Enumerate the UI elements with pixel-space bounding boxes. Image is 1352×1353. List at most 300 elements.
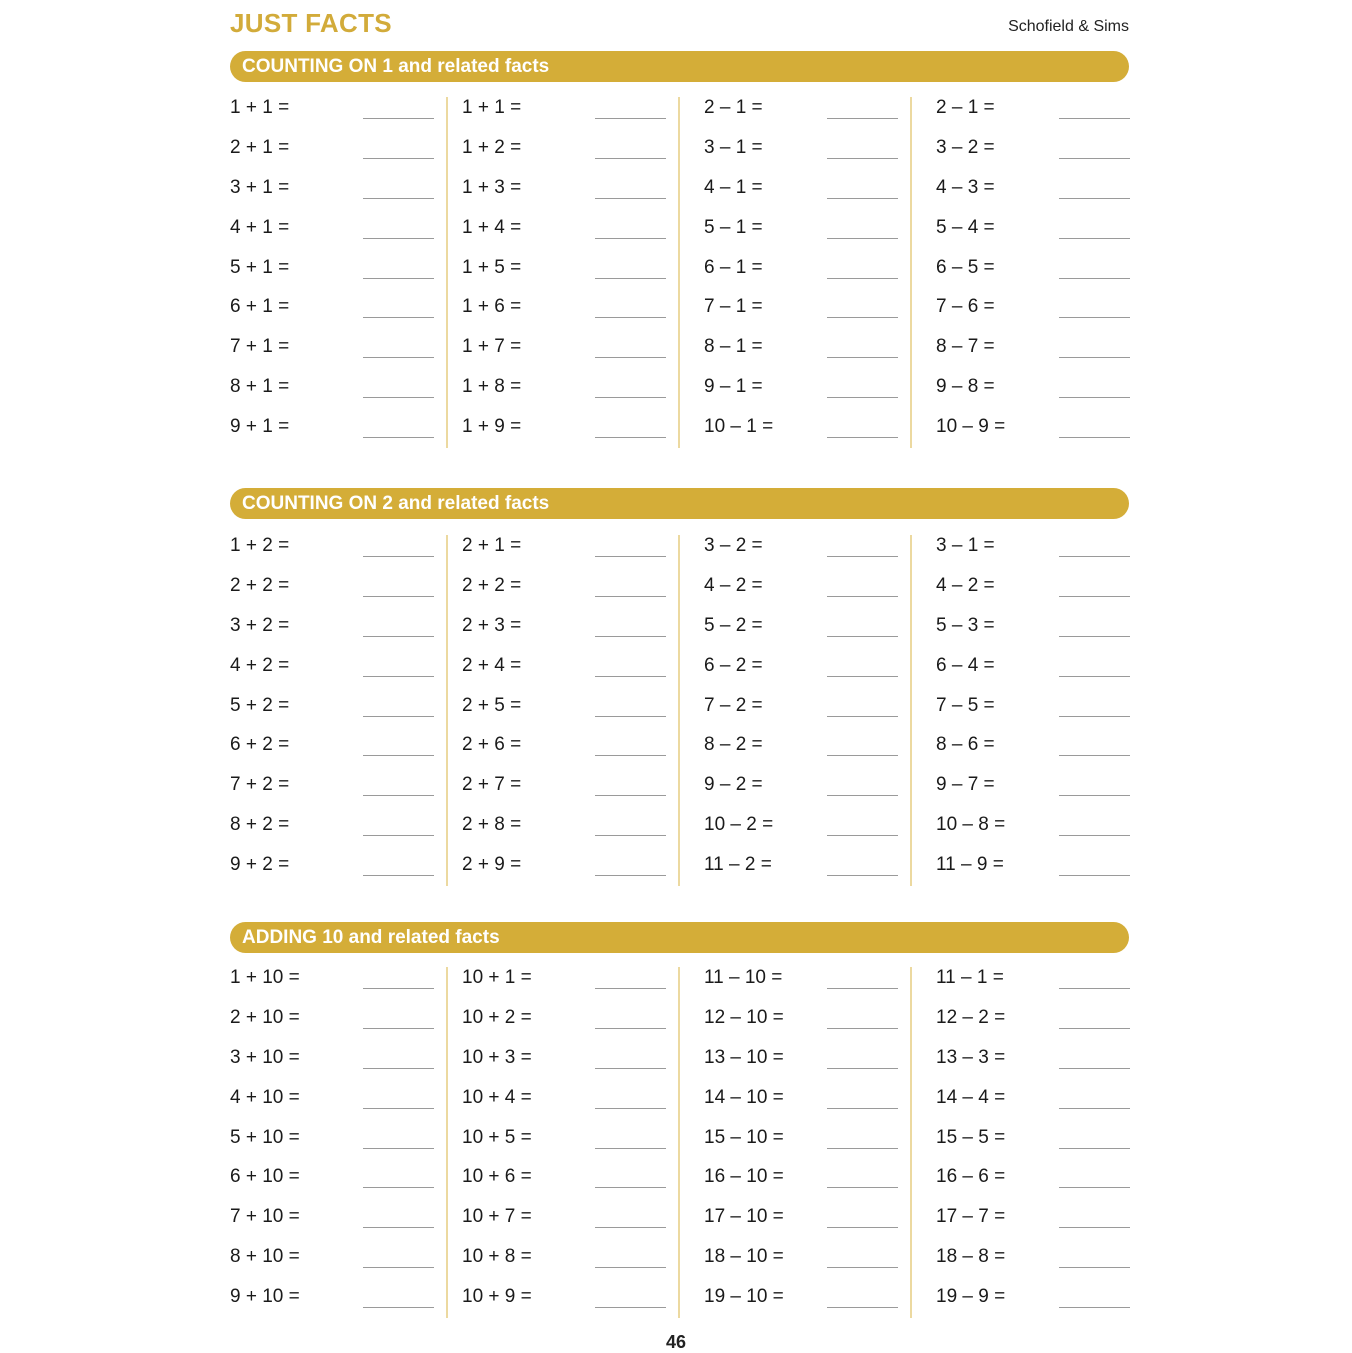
fact-row	[694, 336, 898, 376]
answer-blank[interactable]	[827, 278, 898, 279]
answer-blank[interactable]	[363, 835, 434, 836]
answer-blank[interactable]	[595, 596, 666, 597]
fact-equation: 5 – 4 =	[936, 216, 995, 238]
fact-equation: 5 + 2 =	[230, 694, 290, 716]
answer-blank[interactable]	[1059, 556, 1130, 557]
answer-blank[interactable]	[363, 716, 434, 717]
answer-blank[interactable]	[595, 437, 666, 438]
answer-blank[interactable]	[1059, 596, 1130, 597]
fact-row	[462, 1087, 666, 1127]
fact-equation: 16 – 6 =	[936, 1166, 1006, 1188]
fact-equation: 10 – 9 =	[936, 416, 1006, 438]
answer-blank[interactable]	[1059, 278, 1130, 279]
fact-equation: 2 + 2 =	[462, 574, 522, 596]
answer-blank[interactable]	[827, 596, 898, 597]
section-counting-on-2	[230, 488, 1129, 895]
fact-equation: 8 + 2 =	[230, 814, 290, 836]
answer-blank[interactable]	[595, 676, 666, 677]
answer-blank[interactable]	[1059, 716, 1130, 717]
answer-blank[interactable]	[1059, 1187, 1130, 1188]
answer-blank[interactable]	[1059, 198, 1130, 199]
facts-column	[230, 967, 434, 1326]
fact-equation: 6 – 1 =	[704, 256, 763, 278]
fact-row	[926, 655, 1130, 695]
fact-row	[230, 177, 434, 217]
fact-equation: 11 – 1 =	[936, 967, 1004, 988]
answer-blank[interactable]	[363, 118, 434, 119]
fact-equation: 8 – 7 =	[936, 336, 995, 358]
answer-blank[interactable]	[1059, 755, 1130, 756]
answer-blank[interactable]	[363, 198, 434, 199]
fact-equation: 10 + 2 =	[462, 1006, 532, 1028]
fact-row	[230, 774, 434, 814]
fact-row	[230, 296, 434, 336]
fact-equation: 15 – 5 =	[936, 1126, 1006, 1148]
fact-row	[694, 535, 898, 575]
facts-grid	[230, 967, 1129, 1327]
answer-blank[interactable]	[827, 556, 898, 557]
facts-column	[230, 535, 434, 894]
fact-equation: 1 + 1 =	[462, 97, 522, 118]
fact-row	[694, 575, 898, 615]
answer-blank[interactable]	[363, 1187, 434, 1188]
fact-equation: 7 – 5 =	[936, 694, 995, 716]
fact-row	[926, 217, 1130, 257]
answer-blank[interactable]	[595, 556, 666, 557]
fact-row	[926, 296, 1130, 336]
fact-row	[926, 967, 1130, 1007]
fact-equation: 1 + 4 =	[462, 216, 522, 238]
answer-blank[interactable]	[363, 1068, 434, 1069]
fact-row	[462, 1127, 666, 1167]
answer-blank[interactable]	[827, 636, 898, 637]
fact-equation: 2 + 1 =	[230, 136, 290, 158]
answer-blank[interactable]	[827, 1307, 898, 1308]
fact-row	[694, 97, 898, 137]
answer-blank[interactable]	[827, 1148, 898, 1149]
fact-equation: 8 – 6 =	[936, 734, 995, 756]
answer-blank[interactable]	[595, 716, 666, 717]
answer-blank[interactable]	[595, 1307, 666, 1308]
fact-row	[230, 137, 434, 177]
answer-blank[interactable]	[363, 596, 434, 597]
answer-blank[interactable]	[363, 875, 434, 876]
facts-column	[462, 97, 666, 456]
fact-row	[462, 376, 666, 416]
answer-blank[interactable]	[363, 1307, 434, 1308]
fact-row	[462, 1206, 666, 1246]
fact-equation: 9 – 2 =	[704, 774, 763, 796]
answer-blank[interactable]	[595, 1028, 666, 1029]
fact-equation: 7 – 1 =	[704, 296, 763, 318]
fact-row	[694, 416, 898, 456]
fact-equation: 4 + 10 =	[230, 1086, 300, 1108]
facts-column	[462, 967, 666, 1326]
fact-row	[694, 1246, 898, 1286]
answer-blank[interactable]	[595, 755, 666, 756]
answer-blank[interactable]	[363, 357, 434, 358]
fact-row	[694, 734, 898, 774]
fact-row	[926, 1087, 1130, 1127]
fact-row	[230, 257, 434, 297]
fact-row	[230, 615, 434, 655]
page-header	[230, 8, 1129, 42]
answer-blank[interactable]	[1059, 437, 1130, 438]
answer-blank[interactable]	[827, 357, 898, 358]
fact-equation: 1 + 3 =	[462, 176, 522, 198]
fact-equation: 13 – 10 =	[704, 1046, 784, 1068]
answer-blank[interactable]	[1059, 357, 1130, 358]
fact-equation: 17 – 7 =	[936, 1206, 1006, 1228]
answer-blank[interactable]	[595, 988, 666, 989]
fact-row	[462, 137, 666, 177]
answer-blank[interactable]	[595, 158, 666, 159]
fact-row	[230, 1087, 434, 1127]
answer-blank[interactable]	[827, 1028, 898, 1029]
fact-equation: 5 + 1 =	[230, 256, 290, 278]
answer-blank[interactable]	[1059, 676, 1130, 677]
answer-blank[interactable]	[1059, 317, 1130, 318]
column-divider	[910, 535, 912, 886]
answer-blank[interactable]	[827, 317, 898, 318]
fact-equation: 17 – 10 =	[704, 1206, 784, 1228]
answer-blank[interactable]	[827, 1068, 898, 1069]
fact-equation: 9 + 2 =	[230, 854, 290, 876]
fact-row	[462, 535, 666, 575]
fact-equation: 1 + 10 =	[230, 967, 300, 988]
answer-blank[interactable]	[1059, 835, 1130, 836]
answer-blank[interactable]	[363, 1108, 434, 1109]
fact-row	[694, 1047, 898, 1087]
fact-equation: 10 + 4 =	[462, 1086, 532, 1108]
answer-blank[interactable]	[595, 118, 666, 119]
fact-equation: 13 – 3 =	[936, 1046, 1006, 1068]
fact-equation: 16 – 10 =	[704, 1166, 784, 1188]
answer-blank[interactable]	[595, 636, 666, 637]
answer-blank[interactable]	[827, 158, 898, 159]
fact-row	[926, 376, 1130, 416]
fact-row	[462, 97, 666, 137]
answer-blank[interactable]	[363, 1227, 434, 1228]
fact-equation: 3 – 2 =	[936, 136, 995, 158]
answer-blank[interactable]	[595, 278, 666, 279]
fact-row	[230, 575, 434, 615]
publisher-name: Schofield & Sims	[1008, 18, 1129, 35]
fact-row	[462, 416, 666, 456]
fact-equation: 18 – 10 =	[704, 1246, 784, 1268]
fact-equation: 1 + 5 =	[462, 256, 522, 278]
fact-equation: 10 + 5 =	[462, 1126, 532, 1148]
fact-row	[694, 1127, 898, 1167]
answer-blank[interactable]	[827, 988, 898, 989]
answer-blank[interactable]	[363, 755, 434, 756]
answer-blank[interactable]	[1059, 158, 1130, 159]
fact-equation: 10 – 1 =	[704, 416, 774, 438]
facts-column	[926, 535, 1130, 894]
fact-equation: 10 + 1 =	[462, 967, 532, 988]
fact-equation: 10 – 8 =	[936, 814, 1006, 836]
fact-row	[926, 734, 1130, 774]
fact-row	[926, 854, 1130, 894]
answer-blank[interactable]	[827, 1227, 898, 1228]
answer-blank[interactable]	[363, 556, 434, 557]
fact-row	[694, 177, 898, 217]
answer-blank[interactable]	[827, 795, 898, 796]
fact-equation: 8 + 1 =	[230, 376, 290, 398]
facts-column	[694, 967, 898, 1326]
answer-blank[interactable]	[1059, 238, 1130, 239]
fact-equation: 2 – 1 =	[936, 97, 995, 118]
fact-row	[462, 695, 666, 735]
fact-row	[462, 655, 666, 695]
answer-blank[interactable]	[827, 1187, 898, 1188]
fact-row	[462, 575, 666, 615]
fact-equation: 14 – 4 =	[936, 1086, 1006, 1108]
fact-equation: 1 + 8 =	[462, 376, 522, 398]
fact-equation: 7 + 2 =	[230, 774, 290, 796]
fact-equation: 4 – 1 =	[704, 176, 763, 198]
answer-blank[interactable]	[595, 1267, 666, 1268]
fact-equation: 4 – 3 =	[936, 176, 995, 198]
answer-blank[interactable]	[1059, 1267, 1130, 1268]
fact-row	[462, 257, 666, 297]
answer-blank[interactable]	[827, 835, 898, 836]
page-title: JUST FACTS	[230, 8, 392, 38]
answer-blank[interactable]	[1059, 1108, 1130, 1109]
fact-equation: 19 – 9 =	[936, 1286, 1006, 1308]
facts-grid	[230, 535, 1129, 895]
fact-row	[926, 336, 1130, 376]
answer-blank[interactable]	[363, 238, 434, 239]
fact-equation: 3 – 2 =	[704, 535, 763, 556]
column-divider	[910, 967, 912, 1318]
fact-equation: 3 – 1 =	[936, 535, 995, 556]
fact-equation: 9 – 7 =	[936, 774, 995, 796]
section-adding-10	[230, 922, 1129, 1327]
fact-row	[230, 1166, 434, 1206]
answer-blank[interactable]	[1059, 397, 1130, 398]
fact-row	[926, 1007, 1130, 1047]
answer-blank[interactable]	[363, 795, 434, 796]
column-divider	[678, 97, 680, 448]
fact-row	[462, 615, 666, 655]
fact-equation: 7 – 6 =	[936, 296, 995, 318]
fact-row	[230, 1047, 434, 1087]
answer-blank[interactable]	[363, 636, 434, 637]
column-divider	[678, 967, 680, 1318]
fact-equation: 10 + 8 =	[462, 1246, 532, 1268]
answer-blank[interactable]	[595, 357, 666, 358]
fact-equation: 2 + 10 =	[230, 1006, 300, 1028]
fact-equation: 4 + 2 =	[230, 654, 290, 676]
answer-blank[interactable]	[827, 1267, 898, 1268]
answer-blank[interactable]	[827, 755, 898, 756]
fact-row	[230, 336, 434, 376]
facts-column	[926, 97, 1130, 456]
facts-grid	[230, 97, 1129, 457]
fact-equation: 3 + 10 =	[230, 1046, 300, 1068]
fact-equation: 11 – 2 =	[704, 854, 772, 876]
answer-blank[interactable]	[1059, 1227, 1130, 1228]
answer-blank[interactable]	[363, 158, 434, 159]
answer-blank[interactable]	[595, 1148, 666, 1149]
fact-row	[462, 814, 666, 854]
fact-equation: 15 – 10 =	[704, 1126, 784, 1148]
answer-blank[interactable]	[1059, 795, 1130, 796]
fact-equation: 10 – 2 =	[704, 814, 774, 836]
answer-blank[interactable]	[363, 317, 434, 318]
answer-blank[interactable]	[363, 437, 434, 438]
page-number: 46	[665, 1332, 687, 1352]
fact-equation: 11 – 9 =	[936, 854, 1004, 876]
fact-row	[926, 137, 1130, 177]
fact-equation: 4 + 1 =	[230, 216, 290, 238]
fact-row	[926, 695, 1130, 735]
fact-row	[230, 695, 434, 735]
fact-equation: 1 + 1 =	[230, 97, 290, 118]
fact-equation: 5 – 3 =	[936, 614, 995, 636]
facts-column	[230, 97, 434, 456]
fact-equation: 9 + 1 =	[230, 416, 290, 438]
answer-blank[interactable]	[827, 118, 898, 119]
fact-equation: 9 – 8 =	[936, 376, 995, 398]
answer-blank[interactable]	[595, 1108, 666, 1109]
fact-row	[694, 1206, 898, 1246]
fact-equation: 14 – 10 =	[704, 1086, 784, 1108]
facts-column	[462, 535, 666, 894]
fact-row	[230, 1007, 434, 1047]
fact-row	[926, 535, 1130, 575]
column-divider	[910, 97, 912, 448]
answer-blank[interactable]	[1059, 875, 1130, 876]
fact-row	[462, 1047, 666, 1087]
answer-blank[interactable]	[595, 397, 666, 398]
fact-row	[462, 734, 666, 774]
section-banner: COUNTING ON 1 and related facts	[230, 51, 1129, 82]
fact-row	[230, 1246, 434, 1286]
answer-blank[interactable]	[363, 397, 434, 398]
fact-equation: 7 – 2 =	[704, 694, 763, 716]
fact-equation: 8 – 1 =	[704, 336, 763, 358]
answer-blank[interactable]	[1059, 1148, 1130, 1149]
answer-blank[interactable]	[827, 437, 898, 438]
fact-equation: 10 + 3 =	[462, 1046, 532, 1068]
answer-blank[interactable]	[595, 238, 666, 239]
fact-row	[694, 137, 898, 177]
fact-equation: 3 – 1 =	[704, 136, 763, 158]
fact-row	[230, 1286, 434, 1326]
fact-row	[694, 814, 898, 854]
answer-blank[interactable]	[363, 278, 434, 279]
fact-row	[230, 854, 434, 894]
fact-equation: 9 – 1 =	[704, 376, 763, 398]
answer-blank[interactable]	[363, 1028, 434, 1029]
fact-row	[926, 814, 1130, 854]
answer-blank[interactable]	[595, 1187, 666, 1188]
answer-blank[interactable]	[827, 875, 898, 876]
fact-row	[926, 1047, 1130, 1087]
fact-equation: 6 + 2 =	[230, 734, 290, 756]
answer-blank[interactable]	[827, 676, 898, 677]
answer-blank[interactable]	[595, 317, 666, 318]
answer-blank[interactable]	[363, 1267, 434, 1268]
fact-equation: 4 – 2 =	[936, 574, 995, 596]
answer-blank[interactable]	[1059, 1028, 1130, 1029]
answer-blank[interactable]	[595, 795, 666, 796]
fact-row	[926, 1286, 1130, 1326]
fact-row	[926, 1246, 1130, 1286]
answer-blank[interactable]	[595, 835, 666, 836]
fact-row	[694, 967, 898, 1007]
fact-equation: 10 + 7 =	[462, 1206, 532, 1228]
answer-blank[interactable]	[595, 1227, 666, 1228]
fact-row	[462, 1166, 666, 1206]
fact-row	[462, 774, 666, 814]
fact-row	[926, 97, 1130, 137]
answer-blank[interactable]	[827, 716, 898, 717]
fact-equation: 6 – 5 =	[936, 256, 995, 278]
fact-row	[230, 97, 434, 137]
column-divider	[446, 535, 448, 886]
fact-row	[926, 416, 1130, 456]
fact-equation: 2 + 1 =	[462, 535, 522, 556]
answer-blank[interactable]	[1059, 988, 1130, 989]
answer-blank[interactable]	[827, 238, 898, 239]
fact-row	[694, 1286, 898, 1326]
fact-equation: 4 – 2 =	[704, 574, 763, 596]
fact-equation: 2 + 5 =	[462, 694, 522, 716]
fact-row	[462, 177, 666, 217]
answer-blank[interactable]	[827, 198, 898, 199]
fact-equation: 2 + 9 =	[462, 854, 522, 876]
column-divider	[446, 97, 448, 448]
fact-equation: 5 + 10 =	[230, 1126, 300, 1148]
fact-equation: 7 + 10 =	[230, 1206, 300, 1228]
fact-row	[694, 854, 898, 894]
facts-column	[694, 535, 898, 894]
answer-blank[interactable]	[1059, 1307, 1130, 1308]
fact-row	[694, 257, 898, 297]
fact-equation: 6 + 10 =	[230, 1166, 300, 1188]
answer-blank[interactable]	[363, 988, 434, 989]
answer-blank[interactable]	[595, 1068, 666, 1069]
answer-blank[interactable]	[595, 875, 666, 876]
facts-column	[926, 967, 1130, 1326]
answer-blank[interactable]	[363, 676, 434, 677]
fact-row	[926, 1206, 1130, 1246]
fact-row	[926, 774, 1130, 814]
fact-equation: 10 + 6 =	[462, 1166, 532, 1188]
fact-row	[230, 217, 434, 257]
answer-blank[interactable]	[1059, 1068, 1130, 1069]
answer-blank[interactable]	[1059, 118, 1130, 119]
fact-row	[926, 1166, 1130, 1206]
fact-row	[694, 1166, 898, 1206]
answer-blank[interactable]	[595, 198, 666, 199]
fact-equation: 2 + 7 =	[462, 774, 522, 796]
fact-row	[230, 376, 434, 416]
fact-equation: 3 + 1 =	[230, 176, 290, 198]
fact-row	[230, 1206, 434, 1246]
answer-blank[interactable]	[827, 397, 898, 398]
fact-equation: 12 – 10 =	[704, 1006, 784, 1028]
fact-equation: 19 – 10 =	[704, 1286, 784, 1308]
answer-blank[interactable]	[363, 1148, 434, 1149]
answer-blank[interactable]	[827, 1108, 898, 1109]
fact-equation: 2 + 3 =	[462, 614, 522, 636]
fact-equation: 2 + 8 =	[462, 814, 522, 836]
answer-blank[interactable]	[1059, 636, 1130, 637]
